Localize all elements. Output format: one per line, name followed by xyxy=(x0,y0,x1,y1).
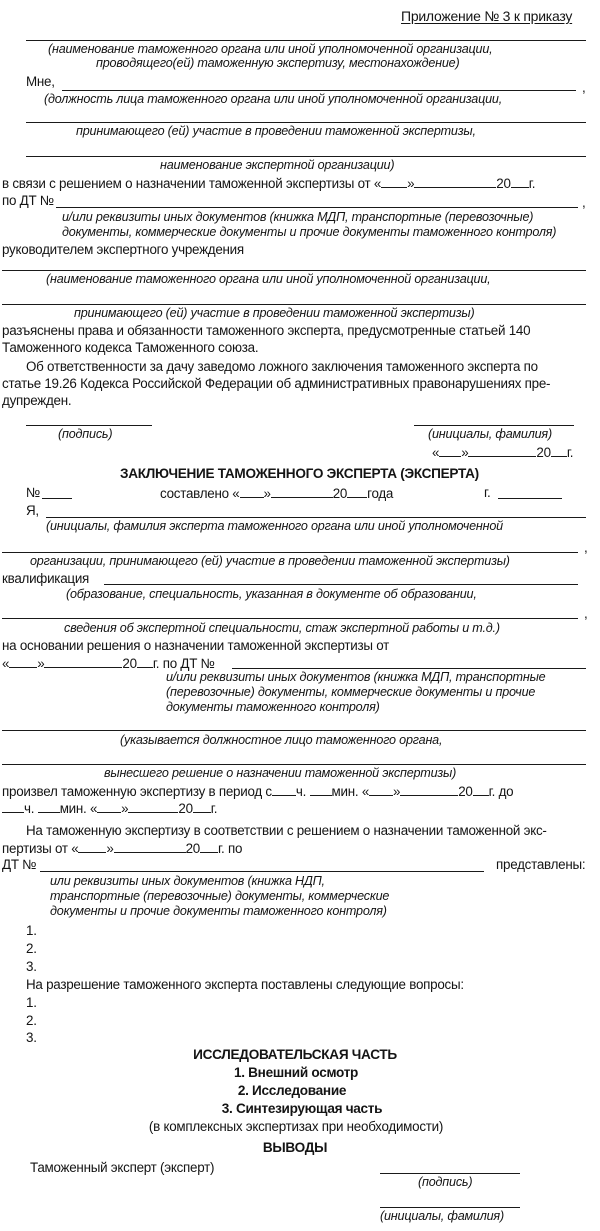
official-caption: (указывается должностное лицо таможенного органа, xyxy=(120,733,443,747)
basis-text: на основании решения о назначении таможенной экспертизы от xyxy=(2,638,390,653)
participating-caption: принимающего (ей) участие в проведении таможенной экспертизы, xyxy=(76,124,476,138)
comma: , xyxy=(584,606,588,621)
period-line-2: ч. мин. « » 20 г. xyxy=(2,800,217,817)
period-line-1: произвел таможенную экспертизу в период с ч. мин. « » 20 г. до xyxy=(2,784,514,799)
question-2: 2. xyxy=(26,1013,37,1028)
research-part-3: 3. Синтезирующая часть xyxy=(221,1101,383,1116)
official-line xyxy=(2,730,586,731)
signature-line xyxy=(26,425,152,426)
appendix-title: Приложение № 3 к приказу xyxy=(401,8,573,24)
conclusion-title: ЗАКЛЮЧЕНИЕ ТАМОЖЕННОГО ЭКСПЕРТА (ЭКСПЕРТА) xyxy=(120,466,479,481)
basis-dt-line xyxy=(232,668,586,669)
compiled-date: составлено « » 20 года xyxy=(160,486,394,501)
specialty-caption: сведения об экспертной специальности, стаж экспертной работы и т.д.) xyxy=(64,621,500,635)
expert-org-line xyxy=(26,156,586,157)
org-caption-2: проводящего(ей) таможенную экспертизу, местонахождение) xyxy=(96,56,460,70)
docs2-caption-3: документы и прочие документы таможенного контроля) xyxy=(50,904,387,918)
findings-signature-caption: (подпись) xyxy=(418,1175,473,1189)
research-note: (в комплексных экспертизах при необходимости) xyxy=(148,1119,444,1134)
question-1: 1. xyxy=(26,995,37,1010)
dt-line xyxy=(56,207,578,208)
questions-intro: На разрешение таможенного эксперта поставлены следующие вопросы: xyxy=(26,977,464,992)
item-2: 2. xyxy=(26,941,37,956)
question-3: 3. xyxy=(26,1030,37,1045)
org-caption-1: (наименование таможенного органа или иной уполномоченной организации, xyxy=(48,42,493,56)
sign-date: « » 20 г. xyxy=(432,445,574,460)
docs2-caption-1: или реквизиты иных документов (книжка НДП, xyxy=(50,874,325,888)
research-part-1: 1. Внешний осмотр xyxy=(233,1065,359,1080)
position-line xyxy=(26,122,586,123)
issuer-line xyxy=(2,764,586,765)
submitted-dt-label: ДТ № xyxy=(2,857,37,872)
city-line xyxy=(498,498,562,499)
expert-org-line-2 xyxy=(2,552,578,553)
comma: , xyxy=(584,540,588,555)
findings-title: ВЫВОДЫ xyxy=(262,1140,328,1155)
i-label: Я, xyxy=(26,503,39,518)
comma: , xyxy=(582,195,586,210)
qualification-line xyxy=(104,584,578,585)
submitted-2: пертизы от « » 20 г. по xyxy=(2,841,243,856)
issuer-caption: вынесшего решение о назначении таможенной экспертизы) xyxy=(104,766,457,780)
submitted-3: представлены: xyxy=(496,857,586,872)
basis-date: « » 20 г. по ДТ № xyxy=(2,656,215,671)
number-label: № xyxy=(26,485,41,500)
city-label: г. xyxy=(484,485,491,500)
basis-docs-caption-1: и/или реквизиты иных документов (книжка МДП, транспортные xyxy=(166,670,546,684)
participating-caption-2: принимающего (ей) участие в проведении таможенной экспертизы) xyxy=(74,306,475,320)
liability-1: Об ответственности за дачу заведомо ложного заключения таможенного эксперта по xyxy=(26,359,538,374)
dt-label: по ДТ № xyxy=(2,193,55,208)
rights-2: Таможенного кодекса Таможенного союза. xyxy=(2,340,259,355)
me-line xyxy=(62,90,576,91)
liability-3: дупрежден. xyxy=(2,393,72,408)
number-line xyxy=(42,498,72,499)
expert-caption-1: (инициалы, фамилия эксперта таможенного органа или иной уполномоченной xyxy=(46,519,503,533)
head-of-label: руководителем экспертного учреждения xyxy=(2,242,244,257)
signature-caption: (подпись) xyxy=(58,427,113,441)
docs-caption-2: документы, коммерческие документы и прочие документы таможенного контроля) xyxy=(62,225,557,239)
expert-caption-2: организации, принимающего (ей) участие в проведении таможенной экспертизы) xyxy=(30,554,510,568)
education-caption: (образование, специальность, указанная в документе об образовании, xyxy=(66,587,477,601)
initials-line xyxy=(414,425,574,426)
liability-2: статье 19.26 Кодекса Российской Федерации об административных правонарушениях пре- xyxy=(2,376,551,391)
basis-docs-caption-3: документы таможенного контроля) xyxy=(166,700,380,714)
comma: , xyxy=(582,80,586,95)
specialty-line xyxy=(2,618,578,619)
docs-caption-1: и/или реквизиты иных документов (книжка МДП, транспортные (перевозочные) xyxy=(62,210,534,224)
qualification-label: квалификация xyxy=(2,571,90,586)
org-caption-3: (наименование таможенного органа или иной уполномоченной организации, xyxy=(46,272,491,286)
me-label: Мне, xyxy=(26,74,55,89)
findings-initials-caption: (инициалы, фамилия) xyxy=(380,1209,504,1223)
findings-signature-line xyxy=(380,1173,520,1174)
item-3: 3. xyxy=(26,959,37,974)
docs2-caption-2: транспортные (перевозочные) документы, коммерческие xyxy=(50,889,390,903)
basis-docs-caption-2: (перевозочные) документы, коммерческие документы и прочие xyxy=(166,685,536,699)
head-position-line xyxy=(2,304,586,305)
expert-name-line xyxy=(46,517,586,518)
rights-1: разъяснены права и обязанности таможенного эксперта, предусмотренные статьей 140 xyxy=(2,323,531,338)
decision-text: в связи с решением о назначении таможенной экспертизы от « » 20 г. xyxy=(2,176,536,191)
signer-label: Таможенный эксперт (эксперт) xyxy=(30,1160,215,1175)
submitted-1: На таможенную экспертизу в соответствии с решением о назначении таможенной экс- xyxy=(26,823,547,838)
research-part-2: 2. Исследование xyxy=(237,1083,347,1098)
initials-caption: (инициалы, фамилия) xyxy=(428,427,552,441)
findings-initials-line xyxy=(380,1207,520,1208)
position-caption: (должность лица таможенного органа или иной уполномоченной организации, xyxy=(44,92,503,106)
expert-org-caption: наименование экспертной организации) xyxy=(160,158,395,172)
item-1: 1. xyxy=(26,923,37,938)
research-title: ИССЛЕДОВАТЕЛЬСКАЯ ЧАСТЬ xyxy=(193,1047,397,1062)
head-org-line xyxy=(2,270,586,271)
submitted-dt-line xyxy=(40,871,484,872)
org-name-line xyxy=(26,40,586,41)
